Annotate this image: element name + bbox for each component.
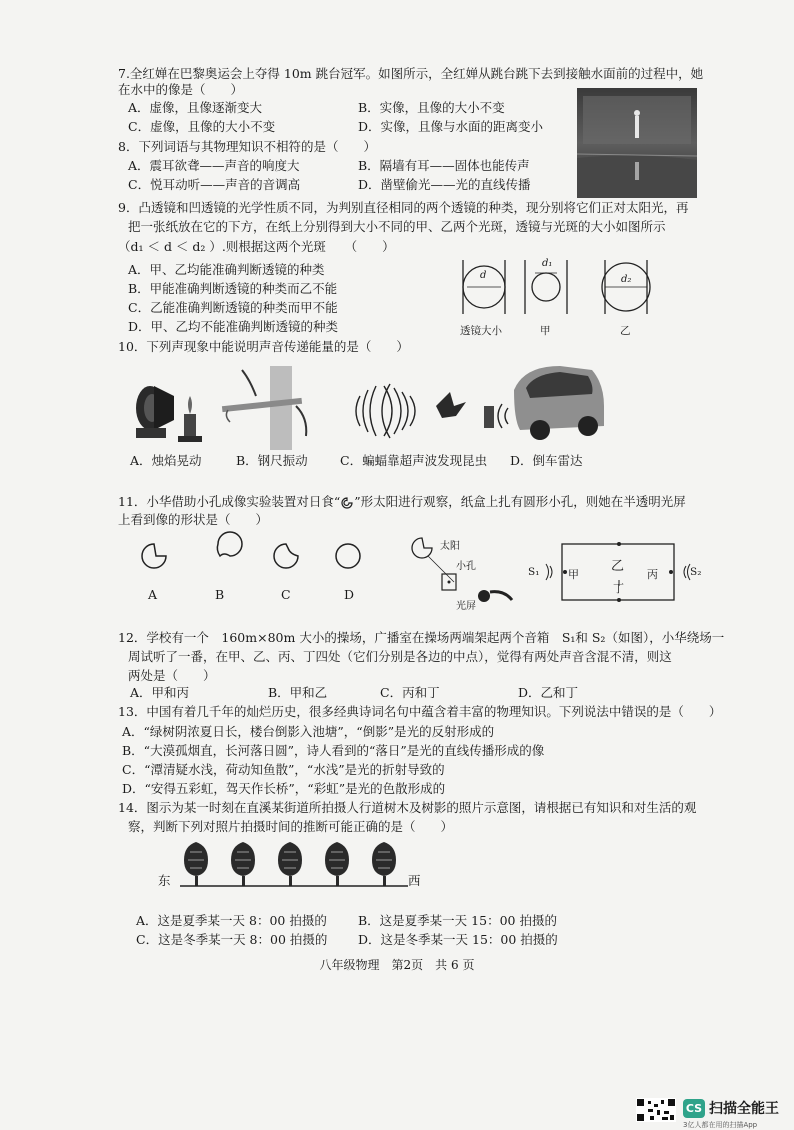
q7-line1: 7.全红婵在巴黎奥运会上夺得 10m 跳台冠军。如图所示，全红婵从跳台跳下去到接触水面前的过程中，她: [118, 66, 704, 81]
spot-d2-label: d₂: [621, 274, 632, 285]
q11-line1: [118, 494, 686, 510]
east-label: 东: [158, 873, 171, 888]
q13-option-b: B．“大漠孤烟直，长河落日圆”，诗人看到的“落日”是光的直线传播形成的像: [122, 743, 545, 758]
q9-line1: 9．凸透镜和凹透镜的光学性质不同，为判别直径相同的两个透镜的种类，现分别将它们正对太阳光，再: [118, 200, 689, 215]
speaker-s1-label: S₁: [528, 566, 540, 578]
q14-option-d: D．这是冬季某一天 15：00 拍摄的: [358, 932, 558, 947]
spot-d1-label: d₁: [542, 258, 553, 269]
point-jia-label: 甲: [568, 568, 579, 581]
q9-option-d: D．甲、乙均不能准确判断透镜的种类: [128, 319, 339, 334]
q8-option-d: D．凿壁偷光——光的直线传播: [358, 177, 531, 192]
q13-stem: 13．中国有着几千年的灿烂历史，很多经典诗词名句中蕴含着丰富的物理知识。下列说法中错误的是（ ）: [118, 704, 722, 719]
lens-spot-diagram: [455, 256, 685, 326]
q12-line2: 周试听了一番，在甲、乙、丙、丁四处（它们分别是各边的中点），觉得有两处声音含混不清，则这: [128, 649, 672, 664]
q11-line2: 上看到像的形状是（ ）: [118, 512, 269, 527]
q7-option-a: A．虚像，且像逐渐变大: [128, 100, 263, 115]
camscanner-logo: CS: [683, 1099, 705, 1118]
q8-stem: 8．下列词语与其物理知识不相符的是（ ）: [118, 139, 376, 154]
bat-ultrasound-image: [350, 376, 470, 446]
q12-option-c: C．丙和丁: [380, 685, 440, 700]
lens-size-label: 透镜大小: [460, 325, 502, 337]
qr-code: [636, 1098, 676, 1122]
q14-line2: 察，判断下列对照片拍摄时间的推断可能正确的是（ ）: [128, 819, 454, 834]
lens-d-label: d: [480, 270, 487, 281]
q13-option-a: A．“绿树阴浓夏日长，楼台倒影入池塘”，“倒影”是光的反射形成的: [122, 724, 495, 739]
west-label: 西: [408, 873, 421, 888]
q11-option-a: A: [148, 587, 158, 602]
q14-option-b: B．这是夏季某一天 15：00 拍摄的: [358, 913, 557, 928]
q8-option-a: A．震耳欲聋——声音的响度大: [128, 158, 300, 173]
q13-option-d: D．“安得五彩虹，驾天作长桥”，“彩虹”是光的色散形成的: [122, 781, 446, 796]
q12-option-b: B．甲和乙: [268, 685, 328, 700]
steel-ruler-image: [222, 366, 322, 450]
q7-option-d: D．实像，且像与水面的距离变小: [358, 119, 544, 134]
q12-option-a: A．甲和丙: [130, 685, 190, 700]
speaker-s2-label: S₂: [690, 566, 702, 578]
q8-option-c: C．悦耳动听——声音的音调高: [128, 177, 301, 192]
q11-line1-part2: ”形太阳进行观察，纸盒上扎有圆形小孔，则她在半透明光屏: [354, 494, 686, 509]
point-bing-label: 丙: [647, 568, 658, 581]
q10-option-d: D．倒车雷达: [510, 453, 583, 468]
page-footer: 八年级物理 第2页 共 6 页: [319, 958, 475, 972]
point-yi-label: 乙: [611, 559, 625, 574]
q10-stem: 10．下列声现象中能说明声音传递能量的是（ ）: [118, 339, 409, 354]
eclipse-sun-icon: [340, 497, 354, 509]
q10-option-b: B．钢尺振动: [236, 453, 308, 468]
q11-option-b: B: [215, 587, 225, 602]
q9-line2: 把一张纸放在它的下方，在纸上分别得到大小不同的甲、乙两个光斑，透镜与光斑的大小如图所示: [128, 219, 666, 234]
trees-shadow-diagram: [176, 838, 412, 890]
q9-option-b: B．甲能准确判断透镜的种类而乙不能: [128, 281, 338, 296]
screen-label: 光屏: [456, 601, 476, 612]
q13-option-c: C．“潭清疑水浅，荷动知鱼散”，“水浅”是光的折射导致的: [122, 762, 445, 777]
speaker-candle-image: [128, 372, 210, 446]
q9-option-c: C．乙能准确判断透镜的种类而甲不能: [128, 300, 338, 315]
q8-option-b: B．隔墙有耳——固体也能传声: [358, 158, 530, 173]
spot-yi-label: 乙: [620, 325, 631, 337]
spot-jia-label: 甲: [540, 325, 551, 337]
q11-option-d: D: [344, 587, 355, 602]
diving-photo: [577, 88, 697, 198]
q12-line3: 两处是（ ）: [128, 668, 216, 683]
eclipse-shape-options: [134, 540, 374, 576]
point-ding-label: 丁: [613, 582, 624, 595]
q14-option-c: C．这是冬季某一天 8：00 拍摄的: [136, 932, 328, 947]
q11-line1-part1: 11．小华借助小孔成像实验装置对日食“: [118, 494, 341, 509]
q10-option-a: A．烛焰晃动: [130, 453, 202, 468]
q12-option-d: D．乙和丁: [518, 685, 579, 700]
q11-option-c: C: [281, 587, 291, 602]
reversing-car-image: [480, 360, 608, 446]
q9-line3: （d₁ ＜ d ＜ d₂ ）.则根据这两个光斑 （ ）: [118, 239, 395, 254]
q7-option-b: B．实像，且像的大小不变: [358, 100, 505, 115]
q7-line2: 在水中的像是（ ）: [118, 82, 244, 97]
q14-option-a: A．这是夏季某一天 8：00 拍摄的: [136, 913, 327, 928]
camscanner-subtitle: 3亿人都在用的扫描App: [683, 1121, 758, 1129]
q7-option-c: C．虚像，且像的大小不变: [128, 119, 276, 134]
camscanner-title: 扫描全能王: [709, 1101, 779, 1117]
q10-option-c: C．蝙蝠靠超声波发现昆虫: [340, 453, 488, 468]
q9-option-a: A．甲、乙均能准确判断透镜的种类: [128, 262, 325, 277]
pinhole-label: 小孔: [456, 561, 476, 572]
q14-line1: 14．图示为某一时刻在直溪某街道所拍摄人行道树木及树影的照片示意图，请根据已有知识和对生活的观: [118, 800, 697, 815]
q12-line1: 12．学校有一个 160m×80m 大小的操场，广播室在操场两端架起两个音箱 S₁和 S₂（如图），小华绕场一: [118, 630, 725, 645]
sun-label: 太阳: [440, 541, 460, 552]
